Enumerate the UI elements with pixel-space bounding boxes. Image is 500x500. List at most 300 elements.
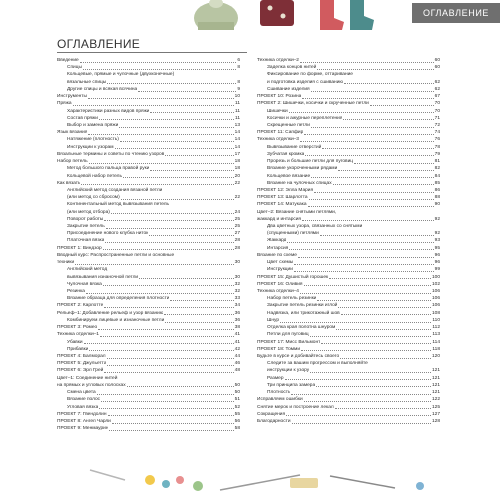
toc-page-number: 41 <box>234 332 240 338</box>
toc-entry <box>257 115 440 122</box>
toc-entry <box>57 288 240 295</box>
toc-page-number: 36 <box>234 317 240 323</box>
toc-page-number: 95 <box>434 245 440 251</box>
dot-leader <box>100 336 234 337</box>
toc-entry-title: (спущенными) петлями <box>267 231 319 237</box>
toc-entry <box>57 201 240 208</box>
toc-entry-title: Набор петель <box>57 159 88 165</box>
toc-page-number: 62 <box>434 79 440 85</box>
toc-entry <box>257 209 440 216</box>
toc-entry-title: Интарсия <box>267 245 289 251</box>
toc-entry-title: Отделка края полотна шнуром <box>267 325 336 331</box>
sewing-notions-illustration <box>0 420 500 500</box>
toc-entry-title: Вязание полос <box>67 397 101 403</box>
toc-entry-title: Техника отделки–2 <box>257 58 299 63</box>
toc-entry <box>257 230 440 237</box>
toc-entry-title: Английский метод создания вязаной петли <box>67 187 163 193</box>
toc-entry <box>57 86 240 93</box>
toc-entry-title: Характеристики разных видов пряжи <box>67 108 150 114</box>
dot-leader <box>291 394 431 395</box>
toc-page-number: 28 <box>234 238 240 244</box>
toc-page-number: 114 <box>432 339 440 345</box>
toc-page-number: 41 <box>234 339 240 345</box>
dot-leader <box>106 228 234 229</box>
dot-leader <box>83 69 236 70</box>
toc-entry <box>57 353 240 360</box>
toc-page-number: 55 <box>234 411 240 417</box>
toc-entry-title: ПРОЕКТ 14: Матукака <box>257 202 307 208</box>
toc-page-number: 67 <box>434 94 440 100</box>
toc-entry-title: Техника отделки–3 <box>257 137 299 143</box>
toc-page-number: 93 <box>434 238 440 244</box>
dot-leader <box>305 155 433 156</box>
dot-leader <box>138 91 236 92</box>
toc-page-number: 121 <box>431 390 440 396</box>
dot-leader <box>104 307 233 308</box>
toc-entry <box>57 389 240 396</box>
dot-leader <box>298 257 434 258</box>
toc-entry-title: Введение <box>57 58 79 63</box>
toc-page-number: 102 <box>431 281 440 287</box>
dot-leader <box>107 365 233 366</box>
toc-page-number: 108 <box>431 310 440 316</box>
toc-entry <box>257 136 440 143</box>
toc-page-number: 11 <box>235 101 240 107</box>
toc-page-number: 86 <box>434 187 440 193</box>
toc-entry <box>57 151 240 158</box>
toc-entry-title: ПРОЕКТ 3: Ромео <box>57 325 98 331</box>
toc-entry-title: Заделка концов нитей <box>267 65 317 71</box>
dot-leader <box>105 242 233 243</box>
dot-leader <box>88 98 234 99</box>
toc-page-number: 30 <box>234 274 240 280</box>
toc-entry <box>257 266 440 273</box>
toc-page-number: 62 <box>434 86 440 92</box>
toc-entry-title: (или метод отбора) <box>67 209 110 215</box>
toc-entry <box>257 57 440 64</box>
toc-entry <box>57 129 240 136</box>
section-tab: ОГЛАВЛЕНИЕ <box>412 3 500 23</box>
toc-page-number: 24 <box>234 209 240 215</box>
toc-entry-title: Цвет схемы <box>267 260 294 266</box>
toc-page-number: 92 <box>434 231 440 237</box>
toc-entry <box>257 302 440 309</box>
toc-entry-title: ПРОЕКТ 10: Розина <box>257 94 302 100</box>
dot-leader <box>310 372 431 373</box>
toc-entry-title: Резинка <box>67 289 85 294</box>
toc-entry <box>57 194 240 201</box>
toc-page-number: 81 <box>434 159 440 165</box>
toc-page-number: 8 <box>237 65 240 71</box>
toc-page-number: 22 <box>234 180 240 186</box>
dot-leader <box>314 192 434 193</box>
toc-page-number: 42 <box>234 346 240 352</box>
dot-leader <box>104 220 233 221</box>
toc-entry-title: инструкции к узору <box>267 368 310 374</box>
toc-entry-title: на прямых и угловых полосках <box>57 382 126 388</box>
toc-entry <box>257 310 440 317</box>
dot-leader <box>344 83 434 84</box>
toc-page-number: 8 <box>237 79 240 85</box>
toc-entry-title: Инструменты <box>57 94 87 100</box>
toc-entry-title: техники <box>57 260 75 266</box>
toc-entry-title: Косички и ажурные переплетения <box>267 115 343 121</box>
toc-entry-title: ПРОЕКТ 5: Джульетта <box>57 361 107 367</box>
toc-page-number: 18 <box>234 166 240 172</box>
toc-page-number: 113 <box>432 332 440 338</box>
dot-leader <box>170 300 233 301</box>
tape-measure-icon <box>290 478 318 488</box>
toc-entry-title: Вязание по схеме <box>257 252 297 258</box>
toc-entry-title: ПРОЕКТ 16: Оливия <box>257 281 303 287</box>
toc-entry <box>257 64 440 71</box>
toc-page-number: 32 <box>234 281 240 287</box>
toc-entry <box>257 324 440 331</box>
dot-leader <box>280 322 431 323</box>
dot-leader <box>289 249 433 250</box>
knitting-needle-icon <box>220 475 300 490</box>
toc-entry <box>57 64 240 71</box>
toc-entry <box>257 100 440 107</box>
dot-leader <box>335 408 431 409</box>
toc-page-number: 96 <box>434 252 440 258</box>
toc-entry <box>257 108 440 115</box>
toc-entry-title: Зубчатая кромка <box>267 151 305 157</box>
toc-entry-title: Фиксирование по форме, оттаривание <box>267 72 353 78</box>
dot-leader <box>86 293 234 294</box>
toc-entry-title: Размер <box>267 375 284 381</box>
toc-entry-title: Техника отделки–4 <box>257 289 299 294</box>
toc-entry-title: Два цветных узора, связанных со снятыми <box>267 224 363 230</box>
toc-entry-title: Поворот работы <box>67 216 104 222</box>
toc-entry-title: ПРОЕКТ 8: Ангел Чарли <box>57 418 111 424</box>
toc-entry <box>57 266 240 273</box>
toc-entry-title: Натяжение (плотность) <box>67 137 119 143</box>
dot-leader <box>301 350 431 351</box>
dot-leader <box>300 62 434 63</box>
toc-entry-title: Вязание образца для определения плотности <box>67 296 170 302</box>
toc-page-number: 33 <box>234 296 240 302</box>
toc-entry-title: Инструкции <box>267 267 293 273</box>
toc-entry-title: Сшивание изделия <box>267 86 310 92</box>
toc-entry <box>257 223 440 230</box>
toc-entry <box>57 295 240 302</box>
toc-entry-title: Английский метод <box>67 267 108 273</box>
toc-entry <box>57 100 240 107</box>
dot-leader <box>99 408 233 409</box>
toc-entry <box>257 360 440 367</box>
toc-entry-title: Прибавки <box>67 346 89 352</box>
toc-entry-title: ПРОЕКТ 2: Карлотте <box>57 303 104 309</box>
toc-page-number: 106 <box>431 303 440 309</box>
toc-entry-title: Вывязывание отверстий <box>267 144 322 150</box>
toc-page-number: 70 <box>434 108 440 114</box>
dot-leader <box>294 264 433 265</box>
toc-entry <box>57 331 240 338</box>
toc-entry-title: Закрытие петель <box>67 224 105 230</box>
dot-leader <box>108 415 234 416</box>
toc-entry-title: Шнур <box>267 317 280 323</box>
toc-page-number: 56 <box>234 418 240 424</box>
toc-page-number: 60 <box>434 65 440 71</box>
button-icon <box>193 481 203 491</box>
toc-page-number: 11 <box>235 108 240 114</box>
dot-leader <box>150 112 234 113</box>
toc-entry <box>57 144 240 151</box>
dot-leader <box>311 91 434 92</box>
toc-entry-title: Цвет–1: Соединение нитей <box>57 375 118 381</box>
knitwear-illustration <box>120 0 420 30</box>
toc-page-number: 13 <box>234 122 240 128</box>
toc-page-number: 20 <box>234 173 240 179</box>
knit-sweater-icon <box>260 0 294 26</box>
toc-entry <box>57 396 240 403</box>
dot-leader <box>119 127 233 128</box>
toc-page-number: 48 <box>234 368 240 374</box>
dot-leader <box>308 206 434 207</box>
toc-page-number: 106 <box>431 289 440 294</box>
toc-entry <box>57 180 240 187</box>
dot-leader <box>317 69 433 70</box>
toc-page-number: 50 <box>234 382 240 388</box>
toc-entry <box>57 310 240 317</box>
toc-entry-title: ПРОЕКТ 11: Сапфир <box>257 130 304 136</box>
toc-page-number: 50 <box>234 390 240 396</box>
toc-page-number: 122 <box>431 397 440 403</box>
dot-leader <box>139 278 234 279</box>
dot-leader <box>73 105 234 106</box>
toc-page-number: 44 <box>234 353 240 359</box>
toc-entry-title: Рельеф–1: Добавление рельеф и узор вязанию <box>57 310 164 316</box>
toc-entry-title: Следите за вашим прогрессом и выполняйте <box>267 361 368 367</box>
toc-entry <box>57 259 240 266</box>
toc-entry <box>57 71 240 78</box>
toc-page-number: 71 <box>434 115 440 121</box>
toc-page-number: 121 <box>431 368 440 374</box>
toc-entry <box>257 396 440 403</box>
toc-entry-title: Набор петель резинки <box>267 296 317 302</box>
toc-entry <box>57 367 240 374</box>
toc-entry-title: Жаккард <box>267 238 287 244</box>
toc-page-number: 100 <box>431 274 440 280</box>
toc-entry-title: ПРОЕКТ 6: Эрл Грей <box>57 368 104 374</box>
toc-entry-title: Прорезь и большие петли для пуговиц <box>267 159 354 165</box>
toc-entry <box>257 317 440 324</box>
dot-leader <box>354 163 434 164</box>
header-band <box>0 0 500 30</box>
dot-leader <box>304 285 431 286</box>
toc-entry <box>257 71 440 78</box>
toc-entry-title: Присоединение нового клубка ниток <box>67 231 149 237</box>
dot-leader <box>149 235 233 236</box>
toc-entry-title: Плотность <box>267 390 291 396</box>
toc-entry-title: Вязание на чулочных спицах <box>267 180 332 186</box>
toc-page-number: 120 <box>431 353 440 359</box>
toc-page-number: 88 <box>434 195 440 201</box>
dot-leader <box>370 105 434 106</box>
dot-leader <box>165 155 233 156</box>
dot-leader <box>164 314 233 315</box>
toc-page-number: 6 <box>237 58 240 63</box>
page-title: ОГЛАВЛЕНИЕ <box>57 37 141 51</box>
toc-entry <box>57 375 240 382</box>
toc-entry-title: ПРОЕКТ 15: Душистый горошек <box>257 274 329 280</box>
toc-page-number: 14 <box>234 144 240 150</box>
toc-entry-title: Кольцевое вязание <box>267 173 311 179</box>
toc-entry <box>57 136 240 143</box>
toc-entry <box>57 122 240 129</box>
dot-leader <box>329 278 431 279</box>
dot-leader <box>150 170 233 171</box>
toc-entry-title: ПРОЕКТ 2: Шишечки, косички и скрученные петли <box>257 101 369 107</box>
toc-entry-title: ПРОЕКТ 4: Балморал <box>57 353 106 359</box>
toc-page-number: 99 <box>434 267 440 273</box>
dot-leader <box>127 386 234 387</box>
toc-entry-title: Как вязать <box>57 180 81 186</box>
toc-entry <box>257 173 440 180</box>
dot-leader <box>97 394 234 395</box>
toc-page-number: 90 <box>434 202 440 208</box>
toc-page-number: 22 <box>234 195 240 201</box>
toc-entry <box>57 411 240 418</box>
dot-leader <box>300 293 431 294</box>
toc-entry <box>257 288 440 295</box>
dot-leader <box>103 285 234 286</box>
dot-leader <box>89 350 233 351</box>
toc-entry-title: Надвязка, или трикотажный шов <box>267 310 340 316</box>
dot-leader <box>338 307 431 308</box>
toc-entry <box>57 173 240 180</box>
toc-entry <box>257 382 440 389</box>
dot-leader <box>286 415 431 416</box>
dot-leader <box>338 170 433 171</box>
dot-leader <box>80 62 237 63</box>
dot-leader <box>115 148 234 149</box>
dot-leader <box>310 336 432 337</box>
title-divider <box>57 52 247 53</box>
toc-entry <box>57 339 240 346</box>
toc-page-number: 11 <box>235 115 240 121</box>
toc-page-number: 121 <box>431 375 440 381</box>
toc-page-number: 121 <box>431 382 440 388</box>
dot-leader <box>89 163 234 164</box>
toc-entry <box>257 404 440 411</box>
toc-entry-title: Выбор и замена пряжи <box>67 122 119 128</box>
toc-entry <box>57 237 240 244</box>
dot-leader <box>320 235 434 236</box>
toc-entry <box>57 223 240 230</box>
toc-entry <box>57 274 240 281</box>
toc-entry <box>257 252 440 259</box>
toc-entry <box>257 187 440 194</box>
dot-leader <box>103 249 234 250</box>
dot-leader <box>285 379 431 380</box>
toc-entry <box>257 259 440 266</box>
toc-entry-title: Континентальный метод вывязывания петель <box>67 202 170 208</box>
toc-entry-title: Вязание укороченными рядами <box>267 166 338 172</box>
toc-entry-title: ПРОЕКТ 9: Менмаурин <box>57 426 109 432</box>
dot-leader <box>88 134 233 135</box>
toc-page-number: 52 <box>234 404 240 410</box>
dot-leader <box>316 386 431 387</box>
toc-entry <box>57 245 240 252</box>
dot-leader <box>75 264 233 265</box>
toc-entry-title: Угловая вязка <box>67 404 99 410</box>
toc-entry-title: Вязальные термины и советы по чтению узоров <box>57 151 165 157</box>
toc-entry-title: Закрытие петель резинки иглой <box>267 303 338 309</box>
toc-page-number: 127 <box>431 411 440 417</box>
toc-entry-title: Цвет–2: Вязание снятыми петлями, <box>257 209 337 215</box>
toc-entry-title: Язык вязания <box>57 130 88 136</box>
toc-entry <box>57 93 240 100</box>
toc-page-number: 58 <box>234 426 240 432</box>
toc-page-number: 110 <box>432 317 440 323</box>
toc-entry <box>57 317 240 324</box>
toc-entry <box>257 129 440 136</box>
toc-entry <box>257 274 440 281</box>
toc-entry <box>257 375 440 382</box>
toc-entry <box>57 324 240 331</box>
toc-page-number: 27 <box>234 231 240 237</box>
toc-page-number: 25 <box>234 216 240 222</box>
toc-entry <box>257 237 440 244</box>
toc-entry-title: Петли для пуговиц <box>267 332 309 338</box>
toc-page-number: 28 <box>234 245 240 251</box>
toc-entry <box>257 339 440 346</box>
dot-leader <box>98 329 234 330</box>
toc-page-number: 96 <box>434 260 440 266</box>
toc-entry <box>57 360 240 367</box>
toc-entry <box>57 346 240 353</box>
toc-entry <box>257 180 440 187</box>
dot-leader <box>84 343 234 344</box>
toc-page-number: 51 <box>234 397 240 403</box>
toc-entry <box>257 79 440 86</box>
toc-entry <box>57 252 240 259</box>
dot-leader <box>120 141 234 142</box>
toc-entry-title: ПРОЕКТ 12: Элла Мария <box>257 187 314 193</box>
toc-page-number: 112 <box>432 325 440 331</box>
dot-leader <box>101 401 234 402</box>
toc-entry-title: ПРОЕКТ 17: Мисс Вильмонт <box>257 339 321 345</box>
toc-entry <box>57 216 240 223</box>
dot-leader <box>99 119 234 120</box>
toc-entry <box>257 201 440 208</box>
toc-entry-title: Техника отделки–1 <box>57 332 99 338</box>
dot-leader <box>300 141 434 142</box>
toc-entry <box>257 216 440 223</box>
toc-entry-title: Благодарности <box>257 418 291 424</box>
toc-entry <box>57 404 240 411</box>
dot-leader <box>165 322 233 323</box>
toc-entry-title: Сокращения <box>257 411 286 417</box>
toc-page-number: 34 <box>234 303 240 309</box>
toc-entry <box>257 346 440 353</box>
toc-entry-title: Три принципа замера <box>267 382 316 388</box>
toc-page-number: 76 <box>434 137 440 143</box>
toc-entry-title: Вводный курс: Распространенные петли и основные <box>57 252 175 258</box>
toc-entry <box>57 281 240 288</box>
toc-page-number: 36 <box>234 310 240 316</box>
dot-leader <box>304 401 431 402</box>
toc-entry-title: Скрещенные петли <box>267 122 310 128</box>
dot-leader <box>107 83 236 84</box>
toc-entry-title: Убавки <box>67 339 83 345</box>
knit-sock-icon <box>320 0 344 30</box>
toc-entry <box>57 115 240 122</box>
toc-entry-title: жаккард и интарсия <box>257 216 302 222</box>
toc-page-number: 118 <box>432 346 440 352</box>
